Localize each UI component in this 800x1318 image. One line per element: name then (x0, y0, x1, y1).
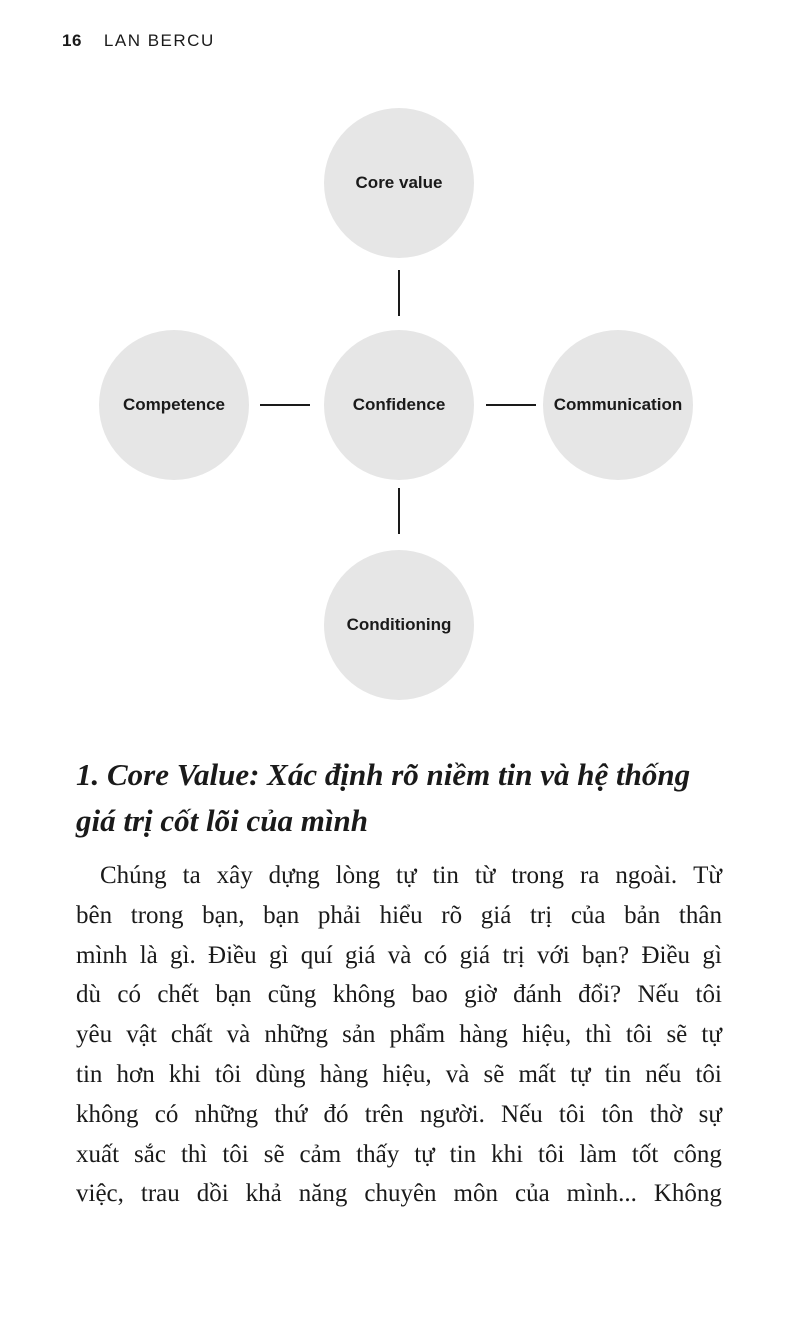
body-word: thân (678, 901, 722, 929)
section-heading (76, 752, 736, 844)
body-word: bạn, (202, 901, 245, 929)
body-word: không (332, 981, 396, 1009)
body-word: bạn? (581, 941, 630, 969)
body-word: tôn (601, 1100, 634, 1128)
body-word: sẽ (483, 1060, 505, 1088)
body-line (76, 1015, 722, 1055)
body-line (76, 975, 722, 1015)
body-word: là (139, 941, 158, 969)
body-word: ta (182, 862, 201, 889)
connector-bottom (398, 488, 400, 534)
body-word: giá (459, 941, 491, 969)
body-word: tự (701, 1021, 722, 1049)
body-word: bạn (215, 981, 252, 1009)
body-word: Điều (208, 941, 257, 969)
body-word: tự (414, 1140, 435, 1168)
body-word: mất (518, 1060, 556, 1088)
body-line (76, 1135, 722, 1175)
body-word: không (76, 1100, 139, 1128)
body-word: việc, (76, 1180, 124, 1208)
body-word: với (536, 941, 570, 969)
body-word: thờ (649, 1100, 683, 1128)
body-word: mình (76, 941, 128, 969)
body-word: chết (157, 981, 199, 1009)
body-word: có (423, 941, 448, 969)
body-word: nếu (645, 1060, 682, 1088)
body-word: những (264, 1021, 328, 1049)
body-word: giá (480, 901, 512, 929)
body-word: xuất (76, 1140, 120, 1168)
body-word: rõ (441, 901, 463, 929)
body-word: bên (76, 901, 113, 929)
body-word: hiệu, (521, 1021, 572, 1049)
body-word: từ (474, 862, 496, 889)
body-word: bản (624, 901, 661, 929)
body-word: tôi (222, 1140, 249, 1168)
body-word: gì. (170, 941, 196, 969)
body-word: tin (449, 1140, 477, 1168)
body-word: tự (570, 1060, 591, 1088)
node-confidence (324, 330, 474, 480)
body-word: yêu (76, 1021, 113, 1049)
body-word: của (570, 901, 606, 929)
body-word: môn (453, 1180, 498, 1208)
body-line (76, 856, 722, 896)
section-heading-line: 1. Core Value: Xác định rõ niềm tin và hệ thống (76, 757, 691, 792)
body-word: ngoài. (615, 862, 678, 889)
body-word: dù (76, 981, 101, 1009)
body-word: trong (130, 901, 184, 929)
body-word: làm (579, 1140, 617, 1168)
body-paragraph (76, 856, 722, 1214)
body-word: tôi (695, 981, 722, 1009)
body-word: phải (317, 901, 361, 929)
body-word: lòng (335, 862, 381, 889)
body-word: tôi (558, 1100, 586, 1128)
body-word: tôi (538, 1140, 565, 1168)
body-word: giá (344, 941, 376, 969)
body-line (76, 1095, 722, 1135)
body-word: người. (419, 1100, 485, 1128)
body-word: hiểu (379, 901, 423, 929)
body-word: công (673, 1140, 722, 1168)
body-word: trau (140, 1180, 180, 1208)
body-word: quí (300, 941, 333, 969)
body-word: thì (585, 1021, 612, 1049)
node-communication (543, 330, 693, 480)
body-word: hàng (319, 1060, 369, 1088)
body-word: sản (342, 1021, 376, 1049)
body-word: trị (502, 941, 525, 969)
body-word: cũng (267, 981, 317, 1009)
body-word: sự (698, 1100, 722, 1128)
body-word: trong (511, 862, 565, 889)
body-word: phẩm (389, 1021, 446, 1049)
body-word: tôi (695, 1060, 722, 1088)
body-line (76, 936, 722, 976)
body-word: trên (364, 1100, 404, 1128)
body-word: chất (170, 1021, 213, 1049)
node-core-value-label: Core value (355, 173, 443, 192)
body-word: giờ (464, 981, 497, 1009)
body-word: Nếu (637, 981, 680, 1009)
body-word: xây (216, 862, 253, 889)
body-word: và (445, 1060, 470, 1088)
body-word: của (514, 1180, 550, 1208)
page-number: 16 (62, 31, 82, 50)
node-conditioning-label: Conditioning (346, 615, 452, 634)
connector-right (486, 404, 536, 406)
body-word: hiệu, (382, 1060, 432, 1088)
body-word: có (117, 981, 141, 1009)
body-word: đánh (513, 981, 562, 1009)
body-word: ra (579, 862, 600, 889)
body-word: Chúng (100, 862, 167, 889)
body-word: và (226, 1021, 251, 1049)
body-word: gì (702, 941, 722, 969)
body-word: bao (411, 981, 448, 1009)
body-word: bạn (263, 901, 300, 929)
running-head-author: LAN BERCU (103, 31, 215, 50)
body-word: tự (396, 862, 417, 889)
body-word: khả (245, 1180, 282, 1208)
body-line (76, 896, 722, 936)
body-word: đổi? (578, 981, 622, 1009)
body-word: tôi (625, 1021, 653, 1049)
body-word: có (154, 1100, 179, 1128)
body-word: thứ (274, 1100, 308, 1128)
node-core-value (324, 108, 474, 258)
body-word: thì (180, 1140, 208, 1168)
node-competence-label: Competence (122, 395, 226, 414)
body-word: những (194, 1100, 259, 1128)
body-word: năng (298, 1180, 348, 1208)
body-word: cảm (299, 1140, 342, 1168)
body-word: tin (432, 862, 459, 889)
body-word: Nếu (501, 1100, 543, 1128)
body-word: trị (529, 901, 553, 929)
node-confidence-label: Confidence (352, 395, 446, 414)
body-word: khi (491, 1140, 524, 1168)
connector-left (260, 404, 310, 406)
body-word: khi (168, 1060, 201, 1088)
body-word: dựng (268, 862, 320, 889)
section-heading-line: giá trị cốt lõi của mình (76, 803, 368, 838)
node-conditioning (324, 550, 474, 700)
body-word: sẽ (666, 1021, 688, 1049)
body-word: chuyên (364, 1180, 437, 1208)
node-competence (99, 330, 249, 480)
body-word: và (387, 941, 412, 969)
body-word: hàng (459, 1021, 508, 1049)
body-line (76, 1174, 722, 1214)
body-word: tin (76, 1060, 103, 1088)
node-communication-label: Communication (553, 395, 683, 414)
body-word: thấy (356, 1140, 400, 1168)
connector-top (398, 270, 400, 316)
body-word: vật (126, 1021, 157, 1049)
body-word: dồi (196, 1180, 229, 1208)
body-word: Không (653, 1180, 722, 1208)
body-word: sẽ (263, 1140, 285, 1168)
body-word: tin (604, 1060, 632, 1088)
body-word: gì (268, 941, 289, 969)
body-word: Từ (693, 862, 722, 889)
body-word: dùng (255, 1060, 306, 1088)
body-word: đó (323, 1100, 349, 1128)
body-word: tốt (631, 1140, 659, 1168)
body-word: mình... (566, 1180, 637, 1208)
body-word: hơn (116, 1060, 155, 1088)
body-word: Điều (641, 941, 691, 969)
body-word: tôi (214, 1060, 242, 1088)
body-word: sắc (134, 1140, 166, 1168)
body-line (76, 1055, 722, 1095)
